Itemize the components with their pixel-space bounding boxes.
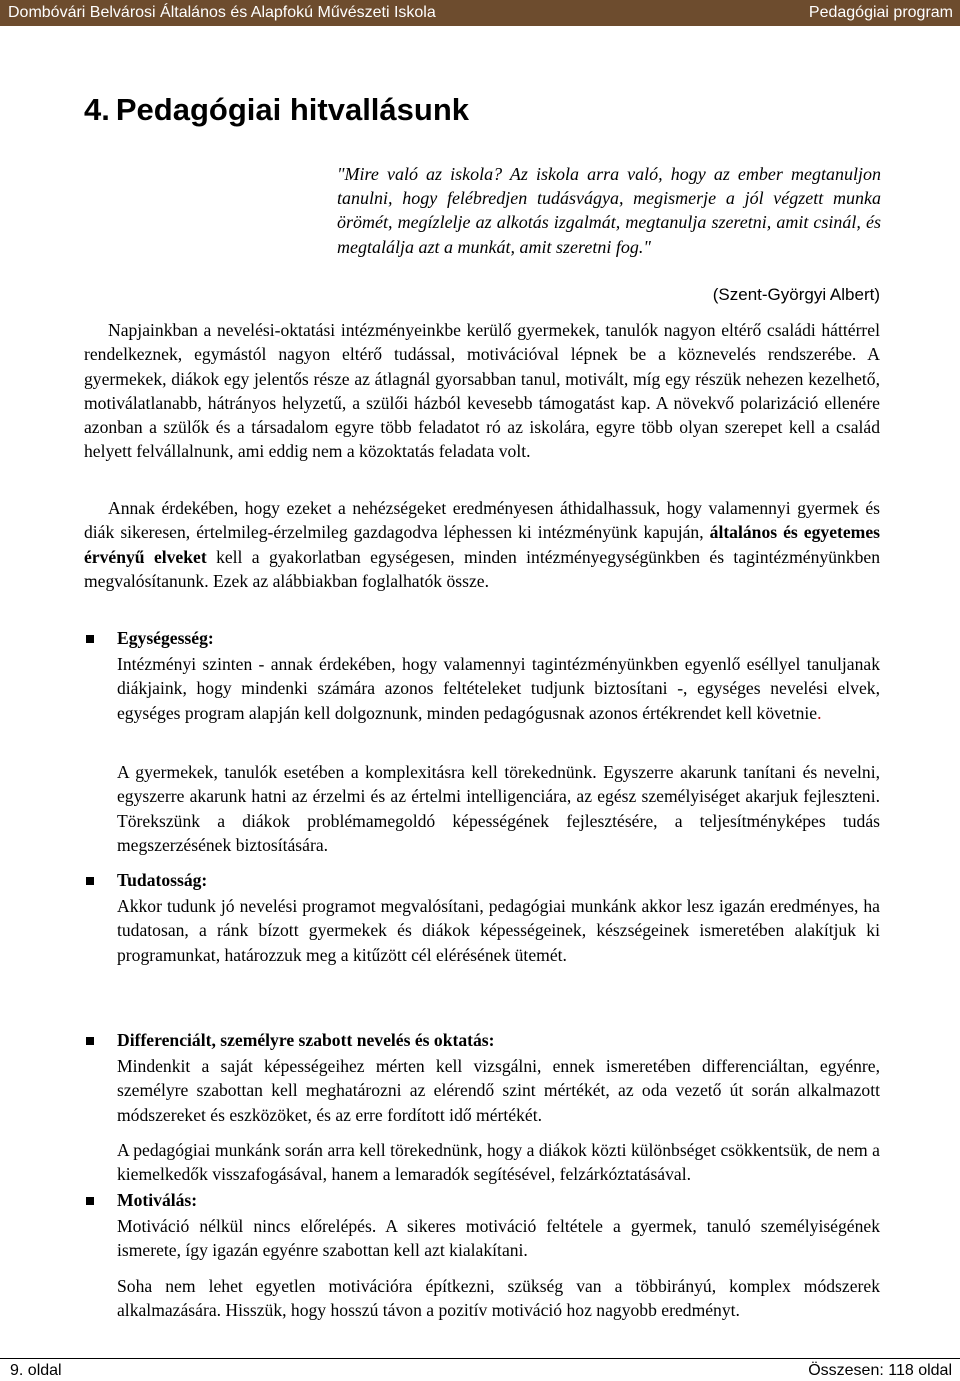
principle-paragraph: Soha nem lehet egyetlen motivációra építkezni, szükség van a többirányú, komplex módszerek alkalmazására. Hisszük, hogy hosszú távon a pozitív motiváció hoz nagyobb eredményt. [117, 1276, 880, 1321]
chapter-number: 4. [84, 92, 110, 127]
intro-p2-start: Annak érdekében, hogy ezeket a nehézségeket eredményesen áthidalhassuk, hogy valamennyi gyermek és diák sikeresen, értelmileg-érzelmileg gazdagodva léphessen ki intézményünk kapuján, [84, 498, 880, 543]
principle-paragraph: Motiváció nélkül nincs előrelépés. A sikeres motiváció feltétele a gyermek, tanuló személyiségének ismerete, így igazán egyénre szabottan kell azt kialakítani. [117, 1216, 880, 1261]
chapter-title-text: Pedagógiai hitvallásunk [115, 92, 470, 127]
principle-paragraph: Mindenkit a saját képességeihez mérten kell vizsgálni, ennek ismeretében differenciáltan, egyénre, személyre szabottan kell meghatározni az elérendő szint mértékét, az oda vezető út során alkalmazott módszereket és eszközöket, és az erre fordított idő mértékét. [117, 1056, 880, 1125]
intro-paragraph-1: Napjainkban a nevelési-oktatási intézményeinkbe kerülő gyermekek, tanulók nagyon eltérő családi háttérrel rendelkeznek, egymástól nagyon eltérő tudással, motivációval lépnek be a köznevelés rendszerébe. A gyermekek, diákok egy jelentős része az átlagnál gyorsabban tanul, motivált, míg egy részük nehezen kezelhető, motiválatlanabb, hátrányos helyzetű, a szülői házból kevesebb támogatást kap. A növekvő polarizáció ellenére azonban a szülők és a társadalom egyre több feladatot ró az iskolára, egyre több olyan szerepet kell a család helyett felvállalnunk, ami eddig nem a közoktatás feladata volt. [84, 320, 880, 462]
page-footer [0, 1358, 960, 1381]
bullet-square-icon [86, 635, 94, 643]
motto-quote: "Mire való az iskola? Az iskola arra való, hogy az ember megtanuljon tanulni, hogy felébredjen tudásvágya, megismerje a jól végzett munka örömét, megízlelje az alkotás izgalmát, megtanulja szeretni, amit csinál, és megtalálja azt a munkát, amit szeretni fog." [337, 164, 881, 257]
principle-heading: Tudatosság: [117, 870, 208, 890]
bullet-square-icon [86, 1037, 94, 1045]
document-name: Pedagógiai program [808, 4, 953, 21]
intro-p2-end: kell a gyakorlatban egységesen, minden intézményegységünkben és tagintézményünkben megvalósítanunk. Ezek az alábbiakban foglalhatók össze. [84, 546, 880, 591]
principle-text-end: . [817, 702, 822, 723]
chapter-title [84, 92, 469, 128]
principle-heading: Egységesség: [117, 628, 214, 648]
page-number: 9. oldal [10, 1362, 62, 1379]
principle-paragraph: A gyermekek, tanulók esetében a komplexitásra kell törekednünk. Egyszerre akarunk tanítani és nevelni, egyszerre akarunk hatni az érzelmi és az értelmi intelligenciára, az egész személyiséget akarjuk fejleszteni. Törekszünk a diákok problémamegoldó képességének fejlesztésére, a teljesítményképes tudás megszerzésének biztosítására. [117, 762, 880, 855]
principle-heading: Motiválás: [117, 1190, 198, 1210]
bullet-square-icon [86, 877, 94, 885]
principle-paragraph: Akkor tudunk jó nevelési programot megvalósítani, pedagógiai munkánk akkor lesz igazán eredményes, ha tudatosan, a ránk bízott gyermekek és diákok képességeinek, készségeinek ismeretében alakítjuk ki programunkat, határozzuk meg a kitűzött cél elérésének ütemét. [117, 896, 880, 965]
intro-p2-bold: általános és egyetemes érvényű elveket [84, 522, 880, 567]
page-total: Összesen: 118 oldal [808, 1362, 952, 1379]
page-header [0, 0, 960, 26]
intro-paragraph-2 [84, 496, 880, 593]
principle-paragraph: A pedagógiai munkánk során arra kell törekednünk, hogy a diákok közti különbséget csökkentsük, de nem a kiemelkedők visszafogásával, hanem a lemaradók segítésével, felzárkóztatásával. [117, 1140, 880, 1185]
principle-paragraph [117, 652, 880, 725]
bullet-square-icon [86, 1197, 94, 1205]
principle-text: Intézményi szinten - annak érdekében, hogy valamennyi tagintézményünkben egyenlő eséllyel tanuljanak diákjaink, hogy mindenki számára azonos feltételeket tudjunk biztosítani -, egységes nevelési elvek, egységes program alapján kell dolgoznunk, minden pedagógusnak azonos értékrendet kell követnie [117, 654, 880, 723]
principle-heading: Differenciált, személyre szabott nevelés és oktatás: [117, 1030, 495, 1050]
motto-author: (Szent-Györgyi Albert) [712, 285, 880, 304]
school-name: Dombóvári Belvárosi Általános és Alapfokú Művészeti Iskola [8, 4, 436, 21]
